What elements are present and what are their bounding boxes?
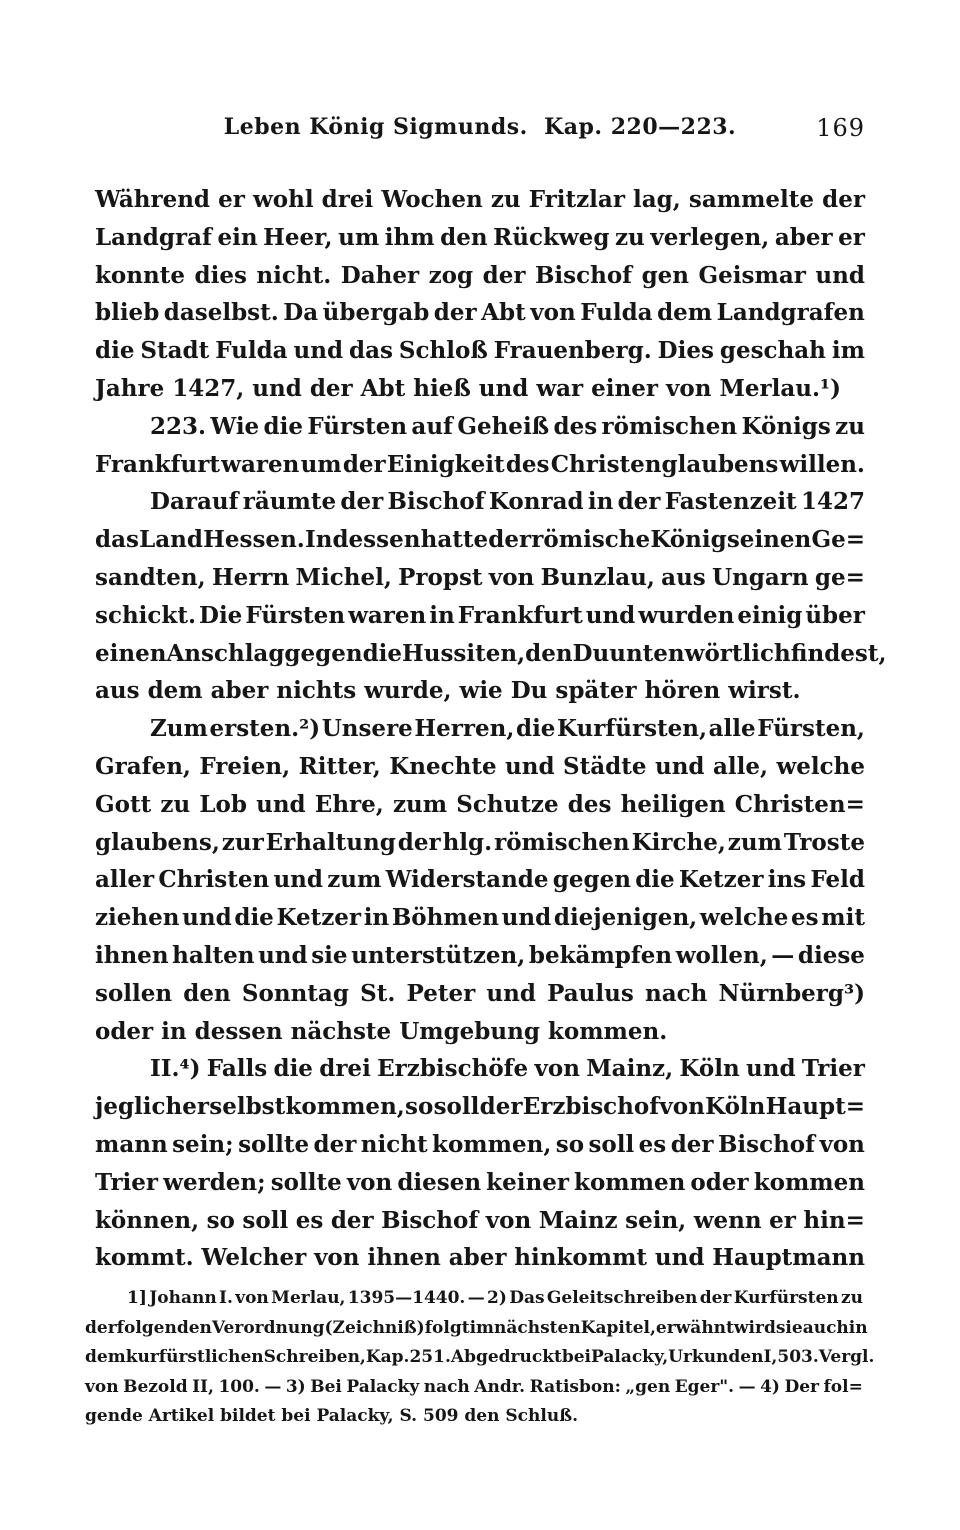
body-text-line: oder in dessen nächste Umgebung kommen. [95,1017,668,1045]
body-text-line: blieb daselbst. Da übergab der Abt von Fulda dem Landgrafen [95,299,865,327]
body-text-line: das Land Hessen. Indessen hatte der römische König seinen Ge= [95,526,865,554]
body-text-line: mann sein; sollte der nicht kommen, so soll es der Bischof von [95,1130,865,1158]
footnote-line: 1] Johann I. von Merlau, 1395—1440. — 2) Das Geleitschreiben der Kurfürsten zu [127,1288,863,1308]
footnote-line: der folgenden Verordnung (Zeichniß) folgt im nächsten Kapitel, erwähnt wird sie auch in [85,1317,868,1338]
body-text [95,181,887,1277]
body-text-line: schickt. Die Fürsten waren in Frankfurt und wurden einig über [95,601,865,629]
body-text-line: kommt. Welcher von ihnen aber hinkommt und Hauptmann [95,1244,865,1272]
page-number: 169 [816,114,865,142]
body-text-line: Jahre 1427, und der Abt hieß und war einer von Merlau.¹) [95,374,841,402]
body-text-line: die Stadt Fulda und das Schloß Frauenberg. Dies geschah im [95,337,865,365]
body-text-line: II.⁴) Falls die drei Erzbischöfe von Mainz, Köln und Trier [150,1055,865,1083]
running-title: Leben König Sigmunds. Kap. 220—223. [223,114,737,140]
body-text-line: können, so soll es der Bischof von Mainz sein, wenn er hin= [95,1206,865,1234]
body-text-line: konnte dies nicht. Daher zog der Bischof gen Geismar und [95,261,865,289]
body-text-line: sollen den Sonntag St. Peter und Paulus nach Nürnberg³) [95,979,865,1007]
footnote-line: dem kurfürstlichen Schreiben, Kap. 251. Abgedruckt bei Palacky, Urkunden I, 503. Vergl. [85,1347,875,1368]
body-text-line: ziehen und die Ketzer in Böhmen und diejenigen, welche es mit [95,904,865,932]
body-text-line: 223. Wie die Fürsten auf Geheiß des römischen Königs zu [150,412,865,440]
body-text-line: Zum ersten.²) Unsere Herren, die Kurfürsten, alle Fürsten, [150,715,865,743]
body-text-line: glaubens, zur Erhaltung der hlg. römischen Kirche, zum Troste [95,828,865,856]
page-header [95,114,865,150]
body-text-line: aller Christen und zum Widerstande gegen die Ketzer ins Feld [95,866,865,894]
body-text-line: Gott zu Lob und Ehre, zum Schutze des heiligen Christen= [95,790,865,818]
body-text-line: aus dem aber nichts wurde, wie Du später hören wirst. [95,677,801,705]
body-text-line: Trier werden; sollte von diesen keiner kommen oder kommen [95,1168,865,1196]
body-text-line: sandten, Herrn Michel, Propst von Bunzlau, aus Ungarn ge= [95,563,865,591]
body-text-line: Während er wohl drei Wochen zu Fritzlar lag, sammelte der [95,186,865,213]
body-text-line: ihnen halten und sie unterstützen, bekämpfen wollen, — diese [95,941,865,969]
footnote-line: von Bezold II, 100. — 3) Bei Palacky nach Andr. Ratisbon: „gen Eger". — 4) Der fol= [85,1376,863,1397]
body-text-line: Grafen, Freien, Ritter, Knechte und Städte und alle, welche [95,752,865,780]
body-text-line: Darauf räumte der Bischof Konrad in der Fastenzeit 1427 [150,488,865,516]
body-text-line: Frankfurt waren um der Einigkeit des Christenglaubens willen. [95,450,865,478]
footnote-line: gende Artikel bildet bei Palacky, S. 509 den Schluß. [85,1406,579,1427]
body-text-line: Landgraf ein Heer, um ihm den Rückweg zu verlegen, aber er [95,223,865,251]
body-text-line: jeglicher selbst kommen, so soll der Erzbischof von Köln Haupt= [95,1093,865,1121]
footnotes [85,1284,875,1432]
body-text-line: einen Anschlag gegen die Hussiten, den Du unten wörtlich findest, [95,639,887,667]
